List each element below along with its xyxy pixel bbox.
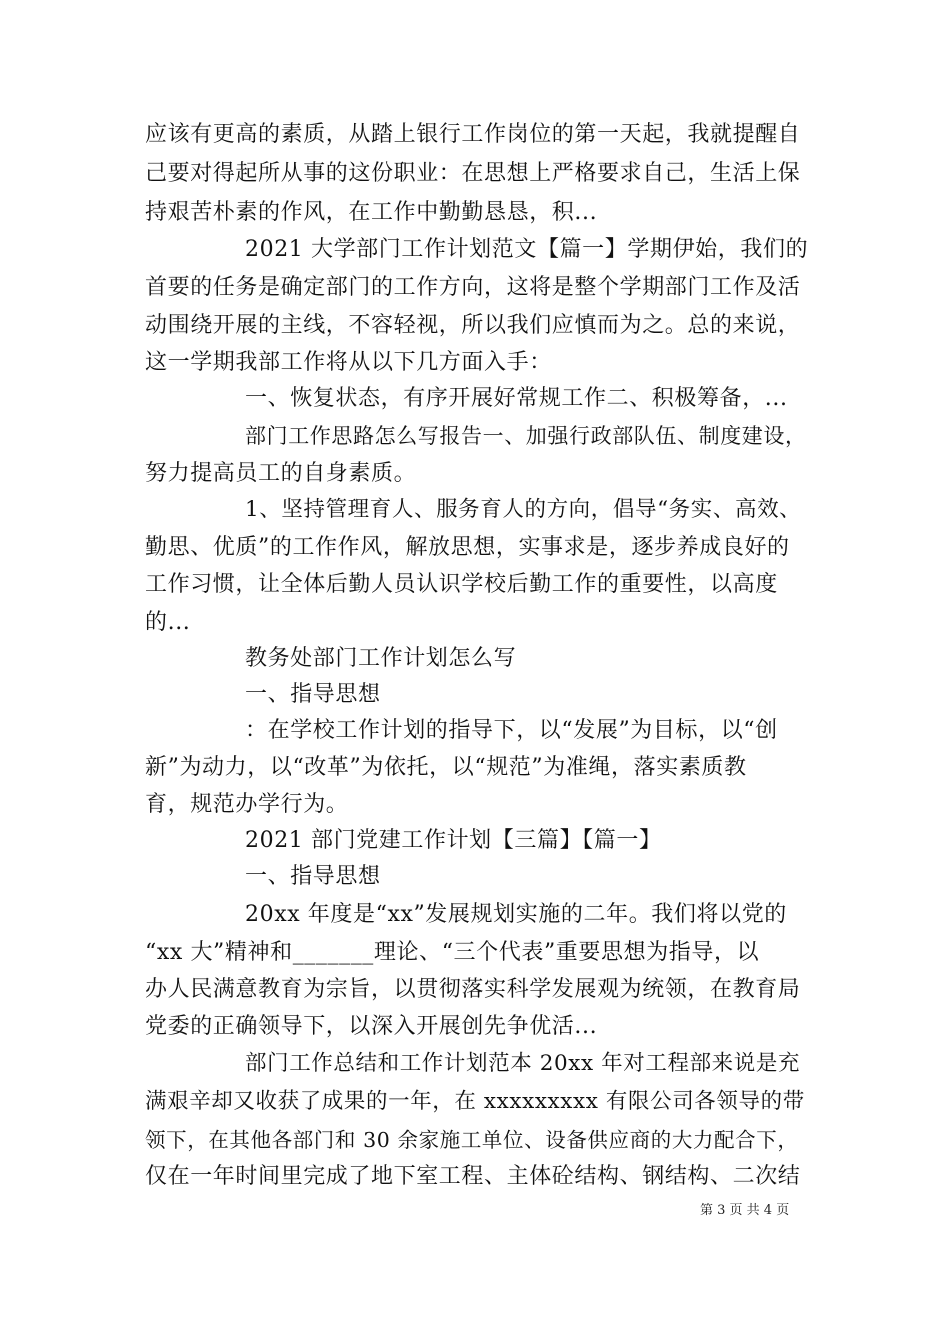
- text-line: 一、指导思想: [245, 864, 381, 889]
- text-line: 动围绕开展的主线，不容轻视，所以我们应慎而为之。总的来说，: [145, 313, 801, 338]
- text-line: 20xx 年度是“xx”发展规划实施的二年。我们将以党的: [245, 902, 787, 927]
- text-line: 部门工作总结和工作计划范本 20xx 年对工程部来说是充: [245, 1051, 801, 1076]
- text-line: 应该有更高的素质，从踏上银行工作岗位的第一天起，我就提醒自: [145, 122, 801, 147]
- text-line: 2021 大学部门工作计划范文【篇一】学期伊始，我们的: [245, 237, 809, 262]
- page-number: 第 3 页 共 4 页: [700, 1203, 790, 1218]
- text-line: 党委的正确领导下，以深入开展创先争优活...: [145, 1014, 598, 1039]
- text-line: 1、坚持管理育人、服务育人的方向，倡导“务实、高效、: [245, 497, 802, 522]
- text-line: 这一学期我部工作将从以下几方面入手：: [145, 350, 552, 375]
- text-line: “xx 大”精神和_______理论、“三个代表”重要思想为指导，以: [145, 940, 760, 965]
- text-line: 教务处部门工作计划怎么写: [245, 646, 517, 671]
- text-line: 领下，在其他各部门和 30 余家施工单位、设备供应商的大力配合下，: [145, 1128, 799, 1152]
- text-line: ：在学校工作计划的指导下，以“发展”为目标，以“创: [245, 718, 778, 743]
- text-line: 满艰辛却又收获了成果的一年，在 xxxxxxxxx 有限公司各领导的带: [145, 1089, 805, 1114]
- text-line: 努力提高员工的自身素质。: [145, 461, 417, 486]
- text-line: 持艰苦朴素的作风，在工作中勤勤恳恳，积...: [145, 200, 598, 225]
- text-line: 勤思、优质”的工作作风，解放思想，实事求是，逐步养成良好的: [145, 535, 790, 560]
- text-line: 新”为动力，以“改革”为依托，以“规范”为准绳，落实素质教: [145, 755, 747, 780]
- text-line: 办人民满意教育为宗旨，以贯彻落实科学发展观为统领，在教育局: [145, 977, 801, 1002]
- text-line: 部门工作思路怎么写报告一、加强行政部队伍、制度建设，: [245, 424, 807, 448]
- text-line: 一、恢复状态，有序开展好常规工作二、积极筹备，...: [245, 386, 788, 411]
- text-line: 工作习惯，让全体后勤人员认识学校后勤工作的重要性，以高度: [145, 572, 778, 597]
- text-line: 2021 部门党建工作计划【三篇】【篇一】: [245, 828, 662, 853]
- text-line: 首要的任务是确定部门的工作方向，这将是整个学期部门工作及活: [145, 275, 801, 300]
- text-line: 育，规范办学行为。: [145, 792, 349, 817]
- text-line: 仅在一年时间里完成了地下室工程、主体砼结构、钢结构、二次结: [145, 1164, 801, 1189]
- text-line: 一、指导思想: [245, 682, 381, 707]
- text-line: 己要对得起所从事的这份职业：在思想上严格要求自己，生活上保: [145, 161, 801, 186]
- text-line: 的...: [145, 610, 191, 635]
